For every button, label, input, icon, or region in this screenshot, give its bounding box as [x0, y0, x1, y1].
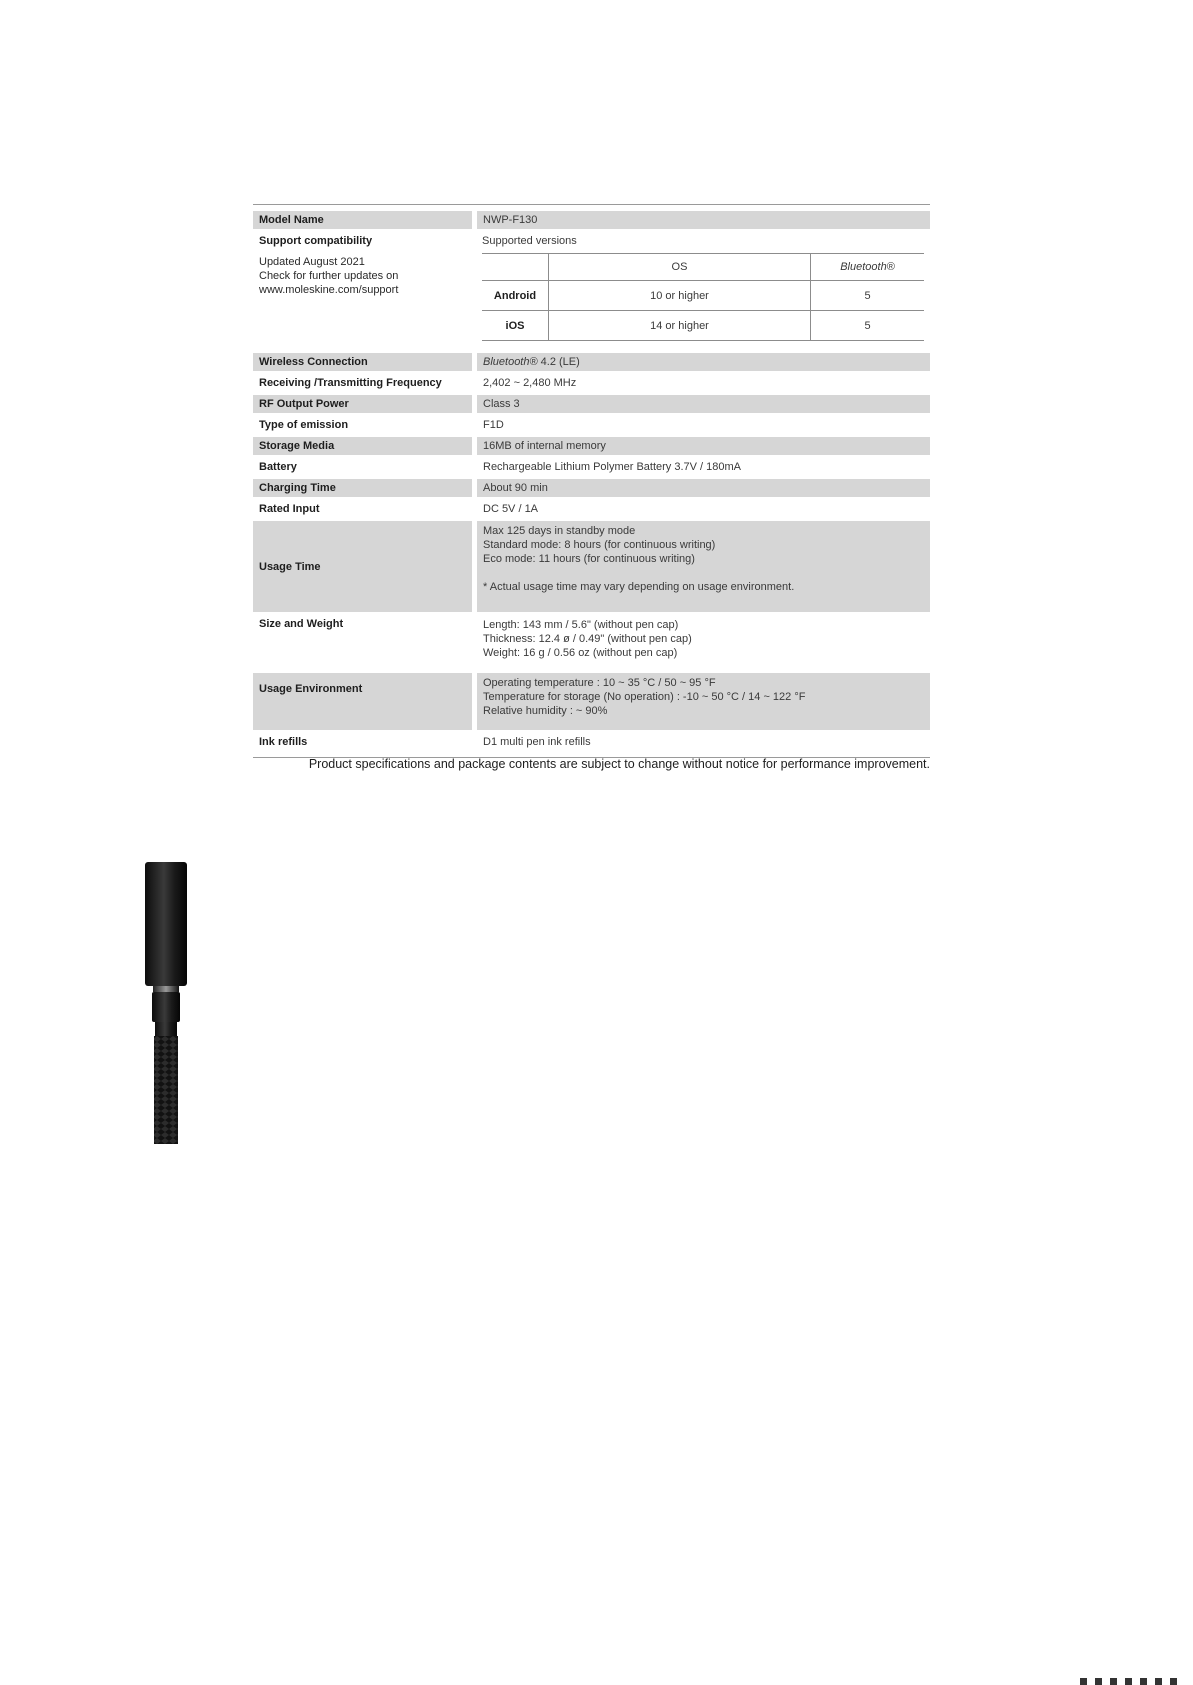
usage-line: Eco mode: 11 hours (for continuous writing): [483, 553, 695, 565]
top-divider: [253, 204, 930, 205]
spec-label: Receiving /Transmitting Frequency: [259, 377, 442, 389]
size-line: Length: 143 mm / 5.6" (without pen cap): [483, 619, 679, 631]
spec-value-support: [476, 232, 930, 350]
compat-table: [482, 253, 924, 341]
env-line: Operating temperature : 10 ~ 35 °C / 50 ~ 95 °F: [483, 677, 716, 689]
spec-row-rf-power: [253, 395, 930, 413]
env-line: Relative humidity : ~ 90%: [483, 705, 608, 717]
spec-label: Support compatibility: [259, 235, 373, 247]
spec-label: Size and Weight: [259, 618, 344, 630]
spec-value: [477, 521, 930, 612]
compat-header-cell: Bluetooth®: [811, 254, 925, 281]
connector-housing: [145, 862, 187, 986]
compat-cell: Android: [482, 281, 549, 311]
spec-value: DC 5V / 1A: [483, 503, 539, 515]
spec-row-storage: [253, 437, 930, 455]
strain-relief: [155, 1022, 177, 1036]
spec-label: Usage Environment: [253, 673, 472, 730]
spec-row-model-name: [253, 211, 930, 229]
pen-cable-image: [145, 862, 195, 1144]
compat-cell: iOS: [482, 311, 549, 341]
spec-value: NWP-F130: [477, 211, 930, 229]
spec-row-size-weight: [253, 615, 930, 670]
spec-row-rated-input: [253, 500, 930, 518]
compat-header-cell: [482, 254, 549, 281]
compat-cell: 10 or higher: [549, 281, 811, 311]
compat-cell: 14 or higher: [549, 311, 811, 341]
disclaimer-footnote: Product specifications and package contents are subject to change without notice for performance improvement.: [308, 757, 930, 771]
spec-value: D1 multi pen ink refills: [483, 736, 591, 748]
spec-value: 16MB of internal memory: [477, 437, 930, 455]
spec-value: [477, 615, 930, 670]
spec-label: Battery: [259, 461, 297, 473]
spec-value: [477, 673, 930, 730]
usage-line: Standard mode: 8 hours (for continuous writing): [483, 539, 716, 551]
support-note: [259, 255, 465, 297]
size-line: Thickness: 12.4 ø / 0.49" (without pen cap): [483, 633, 692, 645]
spec-value: Class 3: [477, 395, 930, 413]
spec-row-usage-time: [253, 521, 930, 612]
spec-label: Rated Input: [259, 503, 320, 515]
support-note-line: www.moleskine.com/support: [259, 284, 399, 296]
usage-note: * Actual usage time may vary depending on usage environment.: [483, 581, 795, 593]
spec-label-support: [253, 232, 471, 350]
spec-row-emission: [253, 416, 930, 434]
spec-row-charging: [253, 479, 930, 497]
page-marks: [1078, 1676, 1188, 1685]
connector-ring: [153, 986, 179, 992]
braided-cable: [154, 1036, 178, 1144]
spec-value: Rechargeable Lithium Polymer Battery 3.7V / 180mA: [483, 461, 742, 473]
support-note-line: Check for further updates on: [259, 270, 399, 282]
usage-line: Max 125 days in standby mode: [483, 525, 636, 537]
spec-label: Storage Media: [253, 437, 472, 455]
size-line: Weight: 16 g / 0.56 oz (without pen cap): [483, 647, 678, 659]
spec-row-battery: [253, 458, 930, 476]
spec-value: 2,402 ~ 2,480 MHz: [483, 377, 577, 389]
spec-value: About 90 min: [477, 479, 930, 497]
spec-label: Wireless Connection: [253, 353, 472, 371]
support-note-line: Updated August 2021: [259, 256, 365, 268]
bluetooth-version: 4.2 (LE): [537, 356, 580, 368]
spec-value: F1D: [483, 419, 504, 431]
spec-row-ink: [253, 733, 930, 751]
spec-table: [253, 204, 930, 758]
compat-cell: 5: [811, 311, 925, 341]
compat-row: [482, 311, 924, 341]
spec-label: Charging Time: [253, 479, 472, 497]
env-line: Temperature for storage (No operation) : -10 ~ 50 °C / 14 ~ 122 °F: [483, 691, 806, 703]
compat-cell: 5: [811, 281, 925, 311]
spec-label: RF Output Power: [253, 395, 472, 413]
spec-row-frequency: [253, 374, 930, 392]
spec-label: Usage Time: [253, 521, 472, 612]
spec-label: Type of emission: [259, 419, 349, 431]
bluetooth-text: Bluetooth®: [483, 356, 538, 368]
compat-row: [482, 281, 924, 311]
spec-row-environment: [253, 673, 930, 730]
spacer: [483, 566, 924, 580]
spec-label: Model Name: [253, 211, 472, 229]
compat-header-row: [482, 254, 924, 281]
spec-label: Ink refills: [259, 736, 308, 748]
supported-versions-title: Supported versions: [482, 235, 577, 247]
spec-value: [477, 353, 930, 371]
compat-header-cell: OS: [549, 254, 811, 281]
spec-row-wireless: [253, 353, 930, 371]
spec-row-support: [253, 232, 930, 350]
connector-collar: [152, 992, 180, 1022]
